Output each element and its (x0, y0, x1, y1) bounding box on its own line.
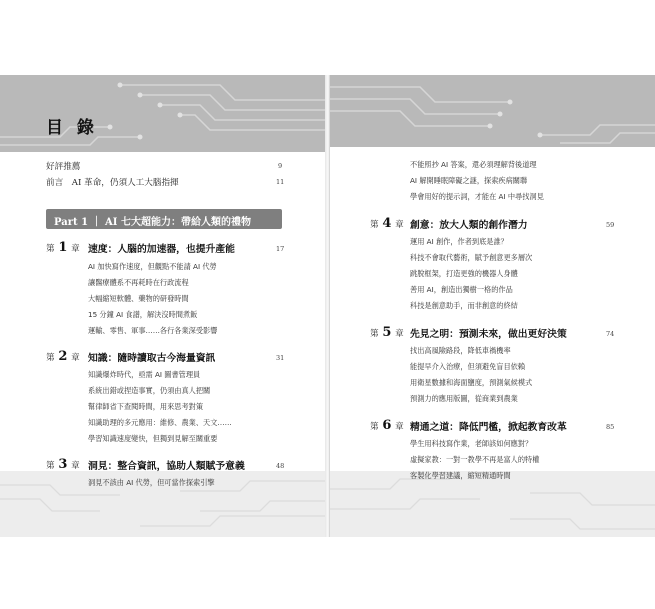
section-item[interactable]: 讓醫療體系不再耗時在行政流程 (88, 278, 189, 287)
part-banner (46, 209, 282, 229)
chapter-number: 2 (58, 349, 68, 364)
section-item[interactable]: 學生用科技寫作業，老師該如何應對？ (410, 439, 533, 448)
section-item[interactable]: 科技是創意助手，而非創意的終結 (410, 301, 518, 310)
page-number: 85 (606, 423, 615, 431)
page-number: 59 (606, 221, 615, 229)
chapter-number: 3 (58, 457, 68, 472)
chapter-title[interactable]: 知識：隨時讀取古今海量資訊 (88, 353, 216, 364)
chapter-label (370, 418, 404, 433)
page-number: 17 (276, 245, 285, 253)
page-number: 11 (276, 178, 285, 186)
section-item[interactable]: 不能照抄 AI 答案，還必須理解背後道理 (410, 160, 537, 169)
section-item[interactable]: 能提早介入治療，但須避免盲目依賴 (410, 362, 526, 371)
section-item[interactable]: 科技不會取代藝術，賦予創意更多層次 (410, 253, 533, 262)
toc-title: 目 錄 (46, 118, 98, 138)
section-item[interactable]: 學會用好的提示詞，才能在 AI 中尋找洞見 (410, 192, 544, 201)
chapter-prefix: 第 (370, 329, 379, 339)
chapter-title[interactable]: 先見之明：預測未來，做出更好決策 (410, 329, 567, 340)
section-item[interactable]: 大幅縮短軟體、藥物的研發時間 (88, 294, 189, 303)
section-item[interactable]: 預測力的應用版圖，從商業到農業 (410, 394, 518, 403)
chapter-suffix: 章 (395, 422, 404, 432)
chapter-suffix: 章 (71, 353, 80, 363)
chapter-title[interactable]: 洞見：整合資訊，協助人類賦予意義 (88, 461, 245, 472)
section-item[interactable]: 洞見不該由 AI 代勞，但可當作探索引擎 (88, 478, 215, 487)
section-item[interactable]: 知識助理的多元應用：維修、農業、天文…… (88, 418, 232, 427)
section-item[interactable]: 找出高風險路段，降低車禍機率 (410, 346, 511, 355)
chapter-label (370, 325, 404, 340)
toc-entry-reviews[interactable]: 好評推薦 (46, 162, 81, 172)
section-item[interactable]: 用衛星數據和海面鹽度，預測氣候模式 (410, 378, 533, 387)
chapter-suffix: 章 (395, 329, 404, 339)
section-item[interactable]: 運用 AI 創作，作者到底是誰？ (410, 237, 508, 246)
chapter-number: 4 (382, 216, 392, 231)
section-item[interactable]: 幫律師省下查閱時間，用來思考對策 (88, 402, 204, 411)
page-number: 48 (276, 462, 285, 470)
right-page (329, 75, 655, 537)
chapter-number: 5 (382, 325, 392, 340)
chapter-suffix: 章 (71, 244, 80, 254)
section-item[interactable]: 跳脫框架，打造更強的機器人身體 (410, 269, 518, 278)
circuit-pattern-icon (330, 75, 655, 147)
section-item[interactable]: 知識爆炸時代，亟需 AI 圖書管理員 (88, 370, 201, 379)
book-spread (0, 75, 655, 537)
section-item[interactable]: 客製化學習建議，縮短精通時間 (410, 471, 511, 480)
part-title: Part 1 ｜ AI 七大超能力：帶給人類的禮物 (54, 217, 251, 228)
section-item[interactable]: 善用 AI，創造出獨樹一格的作品 (410, 285, 513, 294)
chapter-suffix: 章 (395, 220, 404, 230)
section-item[interactable]: AI 解開睡眠障礙之謎，探索疾病關聯 (410, 176, 528, 185)
section-item[interactable]: 15 分鐘 AI 食譜，解決沒時間煮飯 (88, 310, 198, 319)
page-number: 74 (606, 330, 615, 338)
section-item[interactable]: 學習知識速度變快，但獨到見解至關重要 (88, 434, 218, 443)
chapter-title[interactable]: 速度：人腦的加速器，也提升產能 (88, 244, 235, 255)
chapter-prefix: 第 (46, 461, 55, 471)
chapter-prefix: 第 (46, 244, 55, 254)
chapter-prefix: 第 (370, 220, 379, 230)
chapter-label (46, 240, 80, 255)
chapter-label (370, 216, 404, 231)
chapter-number: 6 (382, 418, 392, 433)
section-item[interactable]: 系統出錯或捏造事實，仍須由真人把關 (88, 386, 211, 395)
chapter-label (46, 457, 80, 472)
left-page (0, 75, 327, 537)
page-number: 31 (276, 354, 285, 362)
page-number: 9 (278, 162, 283, 170)
toc-entry-preface[interactable]: 前言 AI 革命，仍須人工大腦指揮 (46, 178, 179, 188)
chapter-label (46, 349, 80, 364)
section-item[interactable]: 虛擬家教：一對一教學不再是富人的特權 (410, 455, 540, 464)
chapter-title[interactable]: 精通之道：降低門檻，掀起教育改革 (410, 422, 567, 433)
chapter-number: 1 (58, 240, 68, 255)
chapter-title[interactable]: 創意：放大人類的創作潛力 (410, 220, 528, 231)
section-item[interactable]: AI 加快寫作速度，但觀點不能請 AI 代勞 (88, 262, 217, 271)
chapter-prefix: 第 (370, 422, 379, 432)
chapter-suffix: 章 (71, 461, 80, 471)
chapter-prefix: 第 (46, 353, 55, 363)
section-item[interactable]: 運輸、零售、軍事……各行各業深受影響 (88, 326, 218, 335)
